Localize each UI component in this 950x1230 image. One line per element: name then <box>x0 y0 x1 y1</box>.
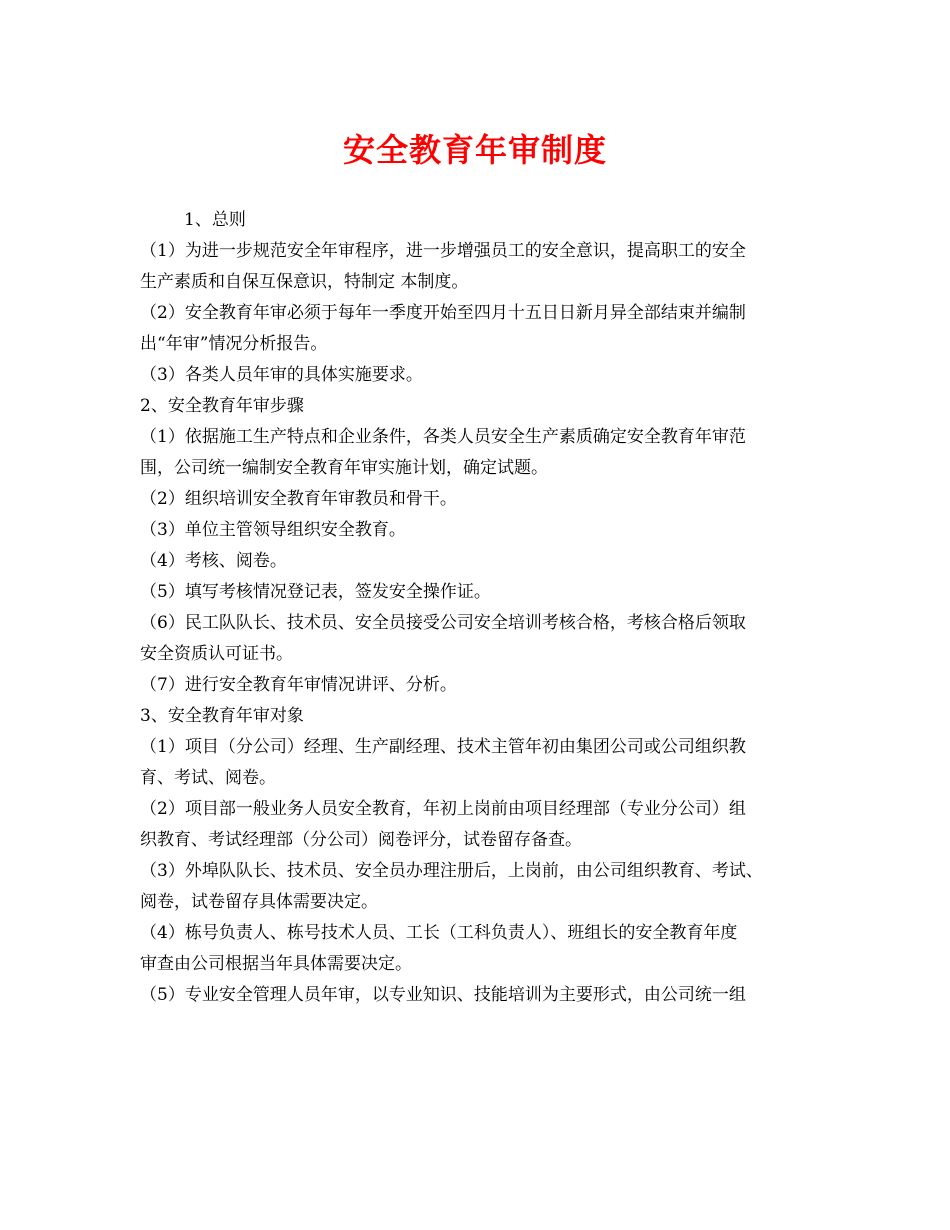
section-heading: 3、安全教育年审对象 <box>140 706 304 726</box>
section-heading: 2、安全教育年审步骤 <box>140 396 304 416</box>
paragraph-line: （1）项目（分公司）经理、生产副经理、技术主管年初由集团公司或公司组织教 <box>140 737 746 757</box>
paragraph-line: （2）组织培训安全教育年审教员和骨干。 <box>140 489 457 509</box>
paragraph-line: （4）考核、阅卷。 <box>140 551 287 571</box>
paragraph-line: 织教育、考试经理部（分公司）阅卷评分，试卷留存备查。 <box>140 830 582 850</box>
paragraph-line: （2）安全教育年审必须于每年一季度开始至四月十五日日新月异全部结束并编制 <box>140 303 746 323</box>
paragraph-line: 生产素质和自保互保意识，特制定 本制度。 <box>140 272 469 292</box>
paragraph-line: （5）专业安全管理人员年审，以专业知识、技能培训为主要形式，由公司统一组 <box>140 985 746 1005</box>
paragraph-line: （3）单位主管领导组织安全教育。 <box>140 520 406 540</box>
paragraph-line: （4）栋号负责人、栋号技术人员、工长（工科负责人）、班组长的安全教育年度 <box>140 923 738 943</box>
paragraph-line: 安全资质认可证书。 <box>140 644 293 664</box>
paragraph-line: 阅卷，试卷留存具体需要决定。 <box>140 892 378 912</box>
paragraph-line: （5）填写考核情况登记表，签发安全操作证。 <box>140 582 491 602</box>
paragraph-line: 出“年审”情况分析报告。 <box>140 334 328 354</box>
paragraph-line: （1）依据施工生产特点和企业条件，各类人员安全生产素质确定安全教育年审范 <box>140 427 746 447</box>
paragraph-line: （6）民工队队长、技术员、安全员接受公司安全培训考核合格，考核合格后领取 <box>140 613 746 633</box>
document-body <box>140 205 830 1011</box>
paragraph-line: （3）各类人员年审的具体实施要求。 <box>140 365 423 385</box>
paragraph-line: 围，公司统一编制安全教育年审实施计划，确定试题。 <box>140 458 548 478</box>
paragraph-line: 育、考试、阅卷。 <box>140 768 276 788</box>
paragraph-line: （7）进行安全教育年审情况讲评、分析。 <box>140 675 457 695</box>
paragraph-line: 审查由公司根据当年具体需要决定。 <box>140 954 412 974</box>
document-title: 安全教育年审制度 <box>342 131 607 169</box>
section-heading: 1、总则 <box>184 210 246 230</box>
paragraph-line: （2）项目部一般业务人员安全教育，年初上岗前由项目经理部（专业分公司）组 <box>140 799 746 819</box>
paragraph-line: （3）外埠队队长、技术员、安全员办理注册后，上岗前，由公司组织教育、考试、 <box>140 861 763 881</box>
paragraph-line: （1）为进一步规范安全年审程序，进一步增强员工的安全意识，提高职工的安全 <box>140 241 746 261</box>
